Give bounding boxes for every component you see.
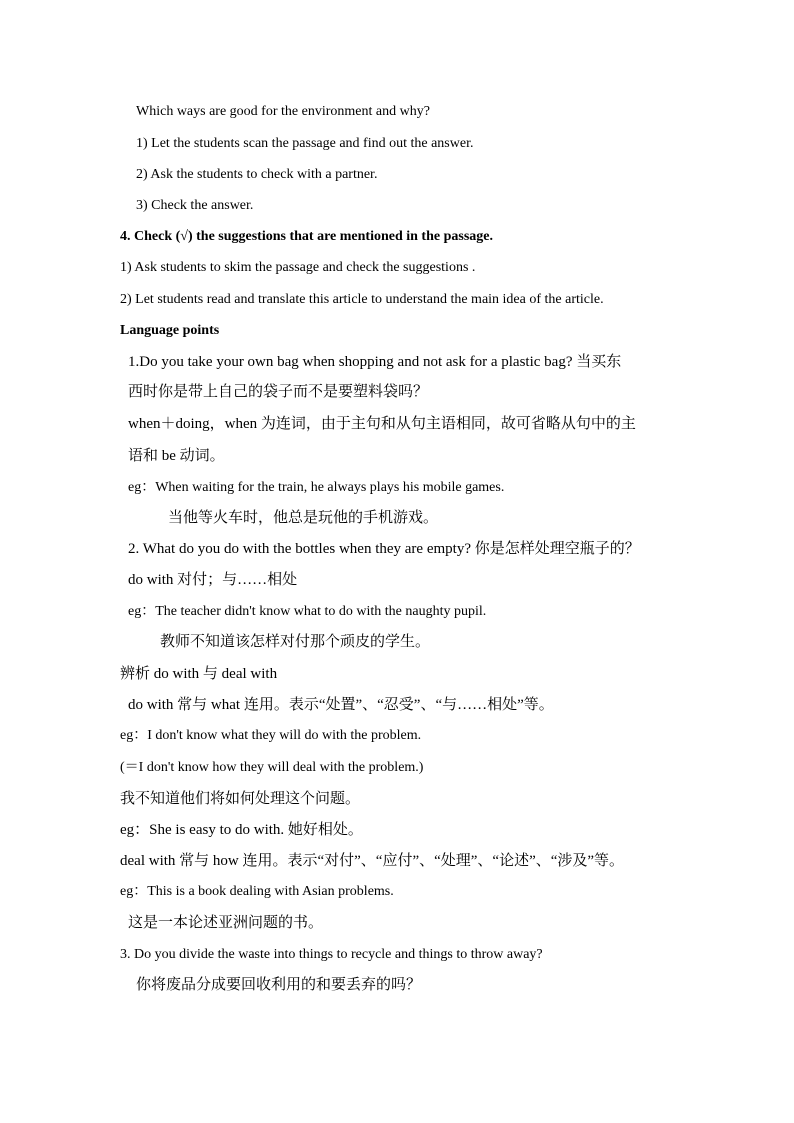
example-1-translation: 当他等火车时，他总是玩他的手机游戏。 bbox=[168, 510, 439, 526]
point-1-note-cont: 语和 be 动词。 bbox=[128, 448, 225, 464]
point-3-translation: 你将废品分成要回收利用的和要丢弃的吗？ bbox=[136, 977, 422, 993]
example-5-translation: 这是一本论述亚洲问题的书。 bbox=[128, 915, 324, 931]
example-5: eg：This is a book dealing with Asian problems. bbox=[120, 884, 394, 899]
example-4: eg：She is easy to do with. 她好相处。 bbox=[120, 822, 363, 838]
example-2: eg：The teacher didn't know what to do with the naughty pupil. bbox=[128, 604, 487, 619]
point-3-sentence: 3. Do you divide the waste into things to recycle and things to throw away? bbox=[120, 947, 543, 962]
check-step-2: 2) Let students read and translate this article to understand the main idea of the article. bbox=[120, 292, 604, 307]
point-1-note: when＋doing，when 为连词，由于主句和从句主语相同，故可省略从句中的主 bbox=[128, 416, 636, 432]
example-3-translation: 我不知道他们将如何处理这个问题。 bbox=[120, 791, 361, 807]
step-3: 3) Check the answer. bbox=[136, 198, 254, 213]
check-step-1: 1) Ask students to skim the passage and check the suggestions . bbox=[120, 260, 476, 275]
comparison-heading: 辨析 do with 与 deal with bbox=[120, 666, 278, 682]
section-heading-language-points: Language points bbox=[120, 323, 220, 338]
example-3: eg：I don't know what they will do with the problem. bbox=[120, 728, 422, 743]
deal-with-usage: deal with 常与 how 连用。表示“对付”、“应付”、“处理”、“论述”、“涉及”等。 bbox=[120, 853, 625, 869]
question-line: Which ways are good for the environment and why? bbox=[136, 104, 430, 119]
point-1-translation: 西时你是带上自己的袋子而不是要塑料袋吗？ bbox=[128, 384, 429, 400]
do-with-usage: do with 常与 what 连用。表示“处置”、“忍受”、“与……相处”等。 bbox=[128, 697, 554, 713]
section-heading-check: 4. Check (√) the suggestions that are mentioned in the passage. bbox=[120, 229, 493, 244]
example-3-equivalent: (＝I don't know how they will deal with the problem.) bbox=[120, 760, 424, 775]
step-1: 1) Let the students scan the passage and find out the answer. bbox=[136, 136, 474, 151]
point-2-sentence: 2. What do you do with the bottles when they are empty? 你是怎样处理空瓶子的？ bbox=[128, 541, 640, 557]
point-2-phrase: do with 对付；与……相处 bbox=[128, 572, 298, 588]
example-2-translation: 教师不知道该怎样对付那个顽皮的学生。 bbox=[160, 634, 431, 650]
point-1-sentence: 1.Do you take your own bag when shopping and not ask for a plastic bag? 当买东 bbox=[128, 354, 622, 370]
step-2: 2) Ask the students to check with a partner. bbox=[136, 167, 378, 182]
example-1: eg：When waiting for the train, he always plays his mobile games. bbox=[128, 480, 505, 495]
